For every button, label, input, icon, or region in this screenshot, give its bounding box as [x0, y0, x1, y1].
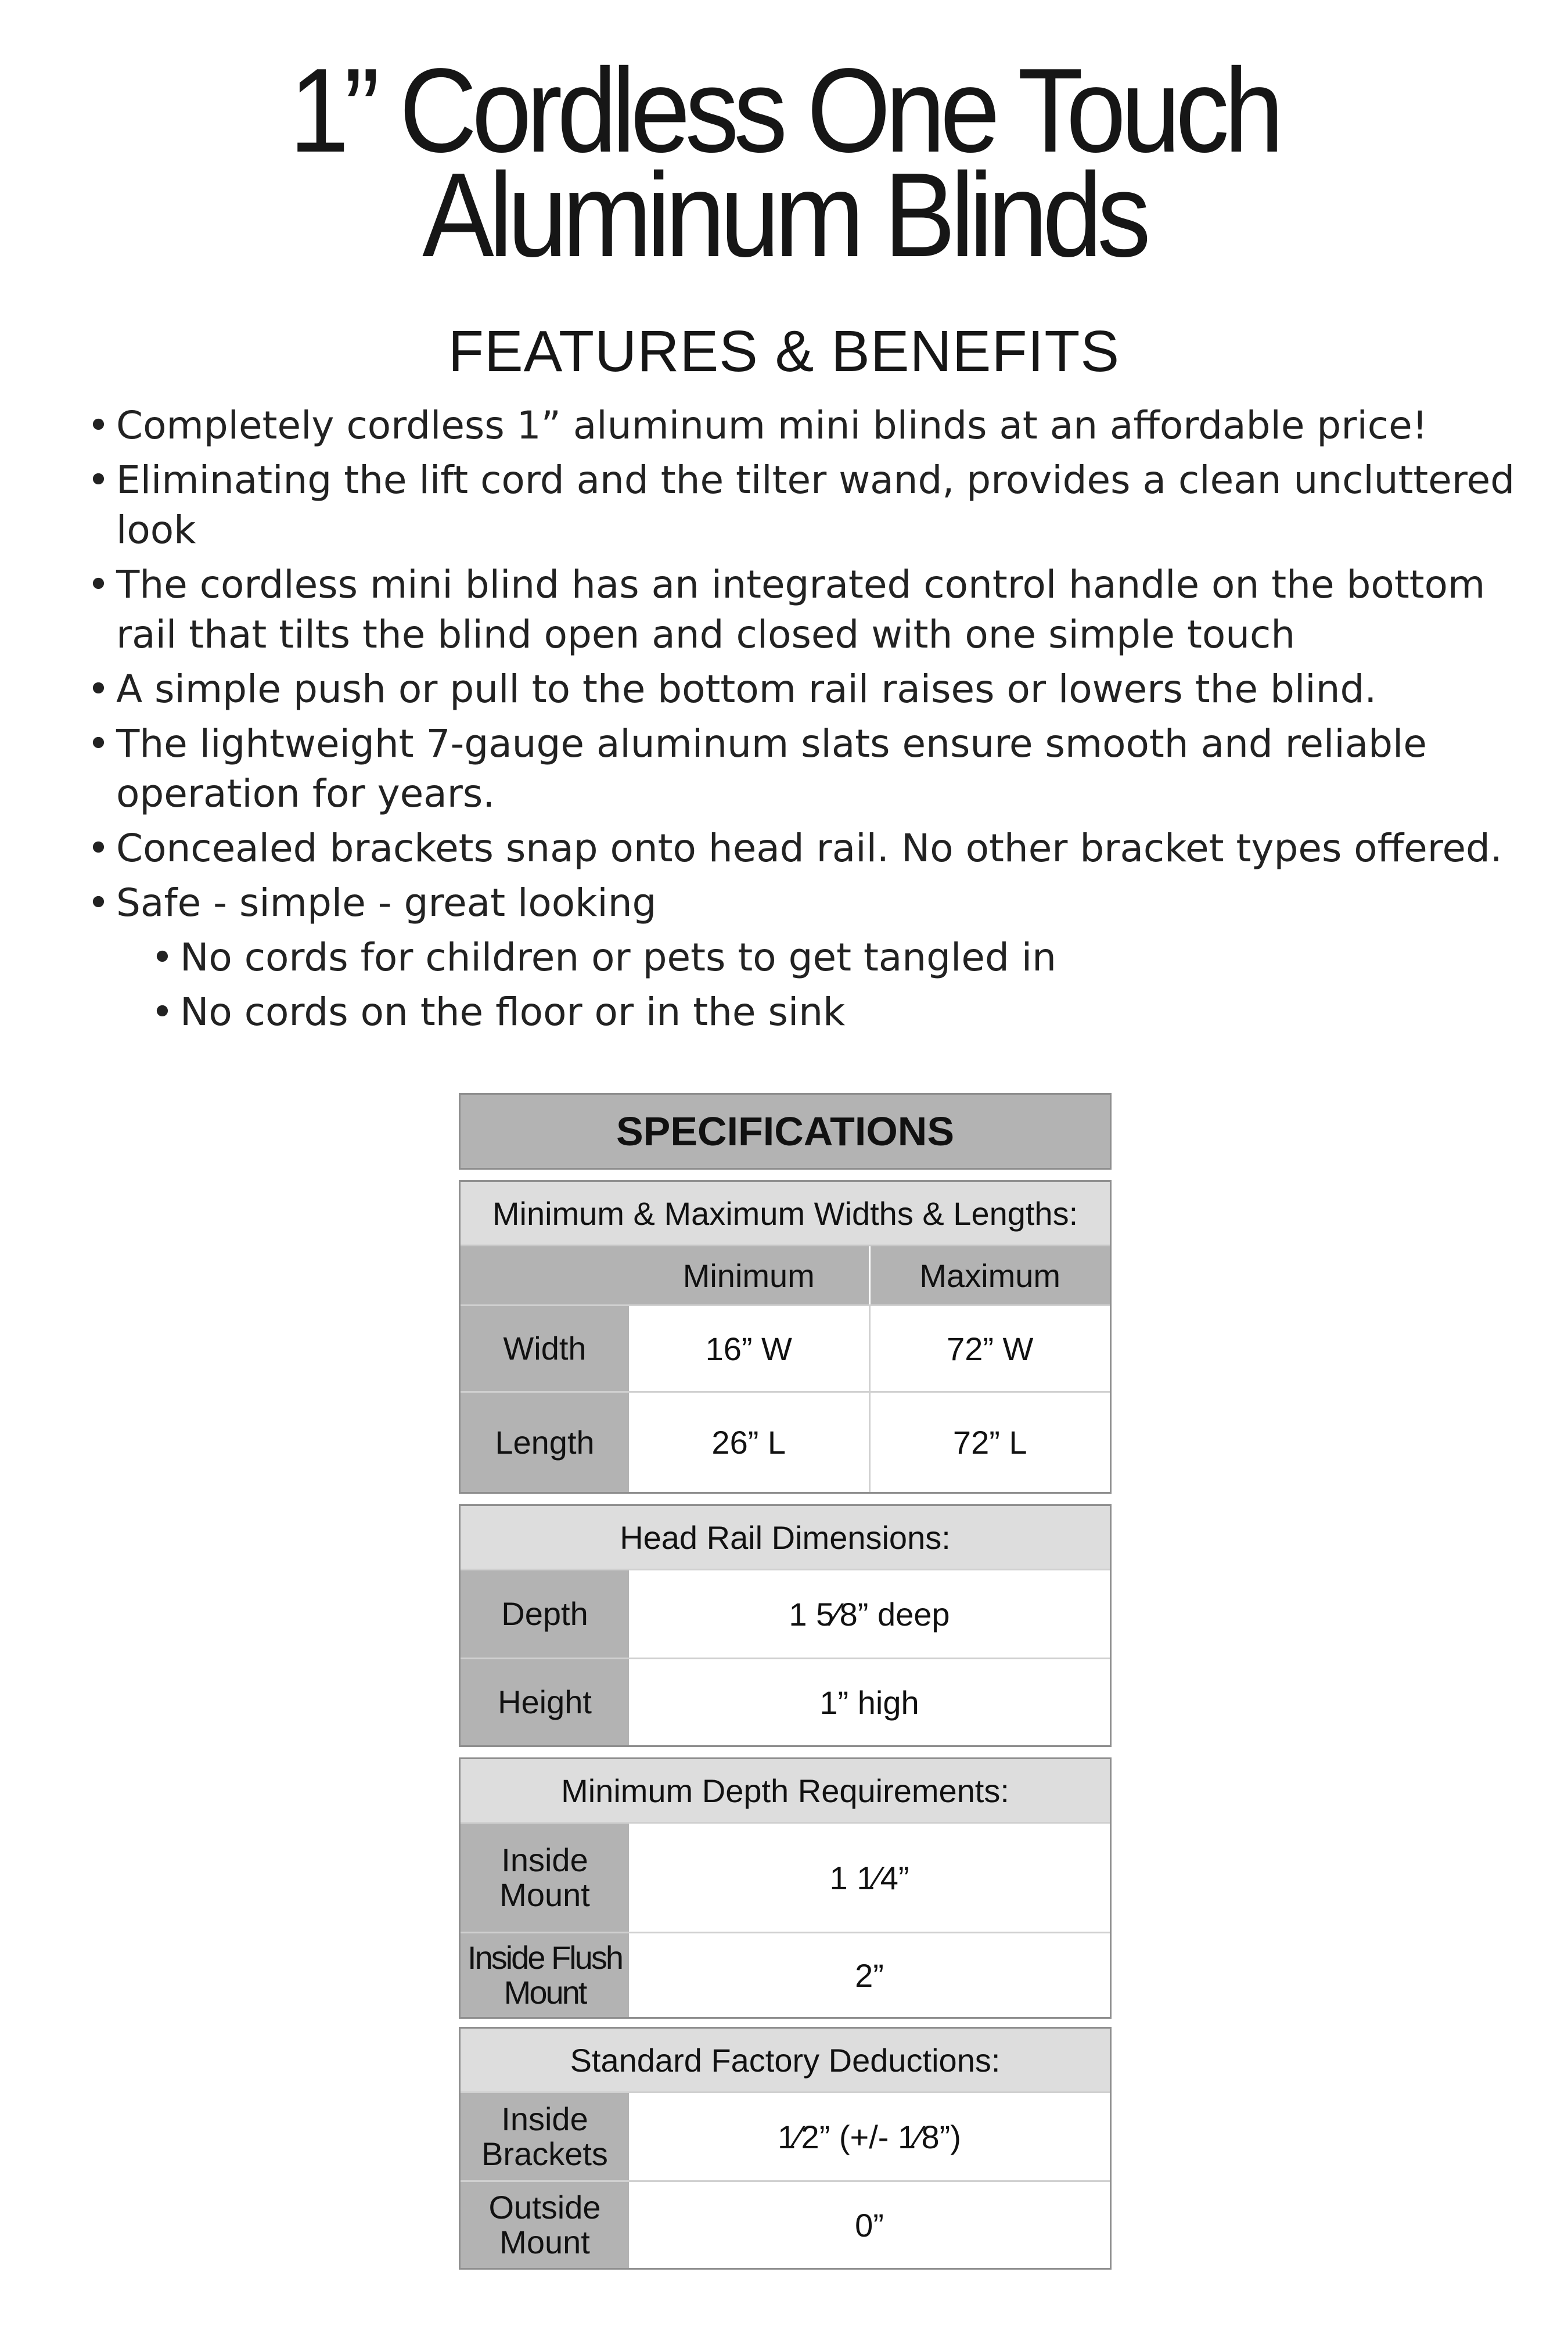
deductions-caption: Standard Factory Deductions: — [461, 2029, 1110, 2091]
page-title — [78, 44, 1490, 282]
table-row — [461, 1932, 1110, 2017]
empty-header-cell — [461, 1246, 629, 1304]
feature-item: • Safe - simple - great looking — [87, 878, 1516, 928]
min-depth-caption: Minimum Depth Requirements: — [461, 1759, 1110, 1822]
table-row — [461, 1658, 1110, 1745]
feature-item: • The cordless mini blind has an integrated control handle on the bottom rail that tilts the blind open and closed with one simple touch — [87, 560, 1516, 660]
table-row — [461, 1304, 1110, 1391]
head-rail-height-value: 1” high — [629, 1659, 1110, 1745]
feature-item: • The lightweight 7-gauge aluminum slats ensure smooth and reliable operation for years. — [87, 719, 1516, 819]
sub-feature-item: • No cords for children or pets to get tangled in — [151, 933, 1516, 983]
inside-flush-mount-depth-value: 2” — [629, 1933, 1110, 2017]
head-rail-caption: Head Rail Dimensions: — [461, 1506, 1110, 1569]
row-label-inside-flush-mount: Inside Flush Mount — [461, 1933, 629, 2017]
row-label-inside-brackets: Inside Brackets — [461, 2093, 629, 2180]
feature-item: • A simple push or pull to the bottom rail raises or lowers the blind. — [87, 664, 1516, 714]
head-rail-depth-value: 1 5⁄8” deep — [629, 1570, 1110, 1658]
table-row — [461, 1391, 1110, 1492]
length-maximum: 72” L — [869, 1393, 1110, 1492]
row-label-length: Length — [461, 1393, 629, 1492]
features-list — [87, 401, 1516, 1042]
feature-item: • Completely cordless 1” aluminum mini blinds at an affordable price! — [87, 401, 1516, 451]
column-maximum: Maximum — [869, 1246, 1110, 1304]
inside-mount-depth-value: 1 1⁄4” — [629, 1824, 1110, 1932]
sub-feature-item: • No cords on the floor or in the sink — [151, 987, 1516, 1037]
feature-item: • Eliminating the lift cord and the tilter wand, provides a clean uncluttered look — [87, 455, 1516, 555]
column-minimum: Minimum — [629, 1246, 869, 1304]
table-row — [461, 2180, 1110, 2268]
title-line-2: Aluminum Blinds — [422, 148, 1146, 282]
width-maximum: 72” W — [869, 1306, 1110, 1391]
sizes-table — [459, 1180, 1112, 1494]
specifications-header: SPECIFICATIONS — [459, 1093, 1112, 1170]
sizes-caption: Minimum & Maximum Widths & Lengths: — [461, 1182, 1110, 1245]
table-row — [461, 1569, 1110, 1658]
row-label-width: Width — [461, 1306, 629, 1391]
row-label-inside-mount: Inside Mount — [461, 1824, 629, 1932]
row-label-depth: Depth — [461, 1570, 629, 1658]
title-line-1: 1” Cordless One Touch — [289, 44, 1279, 177]
sizes-column-headers — [461, 1245, 1110, 1304]
head-rail-table — [459, 1504, 1112, 1747]
table-row — [461, 2091, 1110, 2180]
deductions-table — [459, 2027, 1112, 2270]
table-row — [461, 1822, 1110, 1932]
row-label-outside-mount: Outside Mount — [461, 2182, 629, 2268]
row-label-height: Height — [461, 1659, 629, 1745]
features-heading: FEATURES & BENEFITS — [448, 319, 1120, 384]
min-depth-table — [459, 1757, 1112, 2019]
inside-brackets-deduction-value: 1⁄2” (+/- 1⁄8”) — [629, 2093, 1110, 2180]
width-minimum: 16” W — [629, 1306, 869, 1391]
feature-item: • Concealed brackets snap onto head rail. No other bracket types offered. — [87, 824, 1516, 873]
length-minimum: 26” L — [629, 1393, 869, 1492]
outside-mount-deduction-value: 0” — [629, 2182, 1110, 2268]
